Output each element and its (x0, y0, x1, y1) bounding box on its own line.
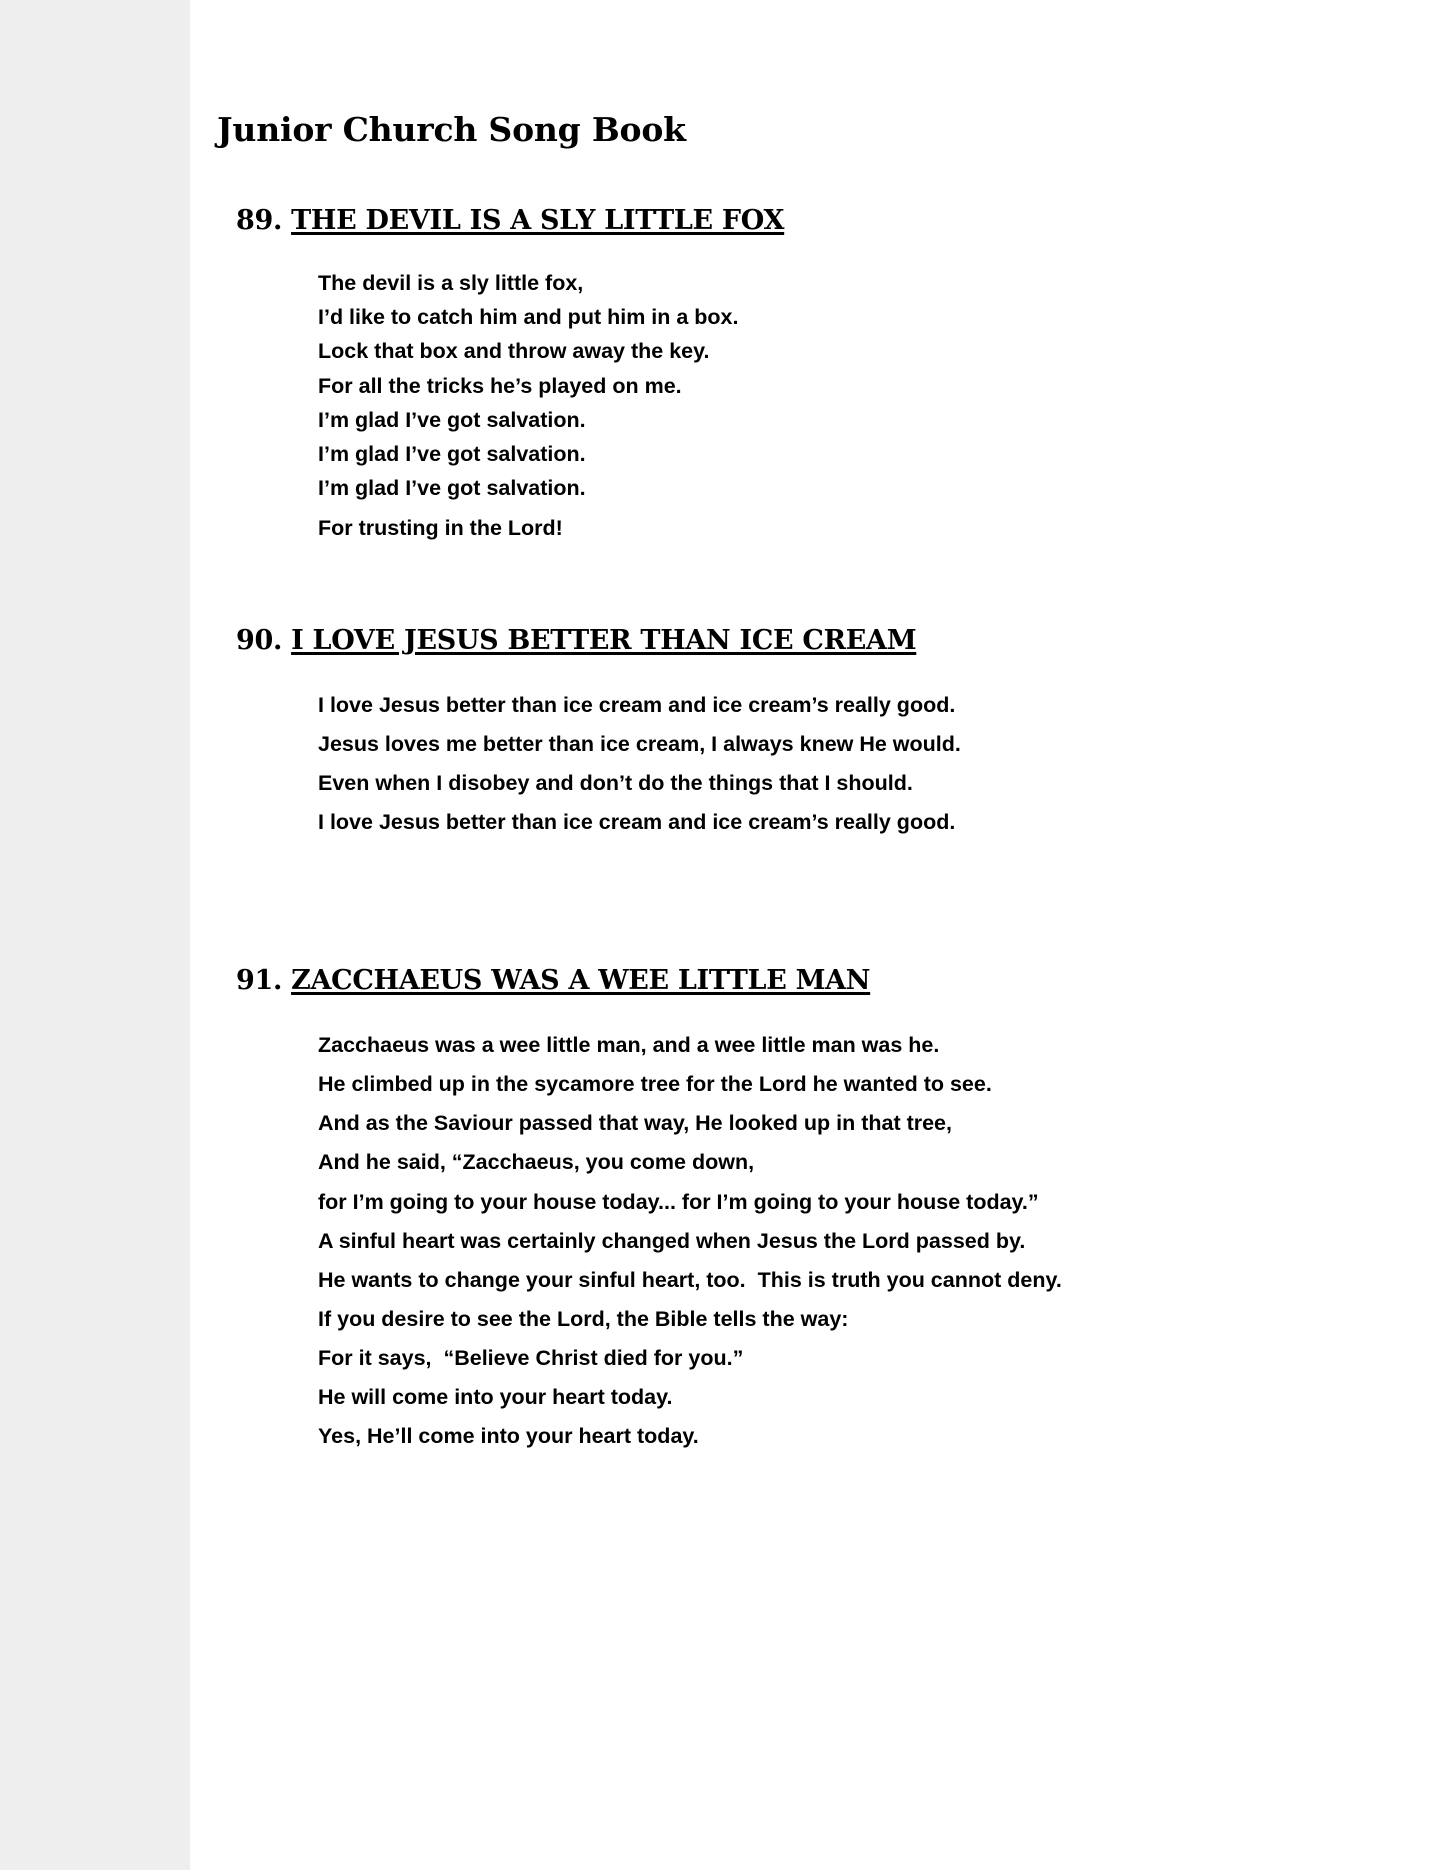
song-number: 89. (236, 205, 283, 236)
lyric-line: If you desire to see the Lord, the Bible tells the way: (318, 1306, 849, 1331)
lyric-line: And as the Saviour passed that way, He looked up in that tree, (318, 1111, 952, 1136)
page-left-margin (0, 0, 190, 1870)
song-lyrics-89 (318, 266, 1445, 545)
page-title: Junior Church Song Book (217, 110, 686, 149)
lyric-line: for I’m going to your house today... for I’m going to your house today.” (318, 1189, 1039, 1214)
song-entry-91 (190, 965, 1445, 1456)
lyric-line: Zacchaeus was a wee little man, and a wee little man was he. (318, 1033, 940, 1057)
song-title: ZACCHAEUS WAS A WEE LITTLE MAN (291, 965, 871, 996)
song-title: THE DEVIL IS A SLY LITTLE FOX (291, 205, 785, 236)
lyric-line: I love Jesus better than ice cream and ice cream’s really good. (318, 693, 956, 717)
lyric-line: Lock that box and throw away the key. (318, 339, 710, 364)
lyric-line: Even when I disobey and don’t do the things that I should. (318, 771, 913, 796)
song-heading-90 (190, 625, 1445, 656)
document-page (190, 0, 1445, 1870)
lyric-line: He climbed up in the sycamore tree for the Lord he wanted to see. (318, 1072, 992, 1097)
song-number: 91. (236, 965, 283, 996)
song-entry-90 (190, 625, 1445, 843)
song-number: 90. (236, 625, 283, 656)
lyric-line: I’d like to catch him and put him in a box. (318, 305, 739, 330)
lyric-line: He wants to change your sinful heart, too. This is truth you cannot deny. (318, 1267, 1062, 1292)
lyric-line: And he said, “Zacchaeus, you come down, (318, 1150, 755, 1175)
lyric-line: For trusting in the Lord! (318, 516, 563, 541)
lyric-line: For all the tricks he’s played on me. (318, 373, 682, 398)
lyric-line: I’m glad I’ve got salvation. (318, 407, 586, 432)
song-heading-91 (190, 965, 1445, 996)
lyric-line: I’m glad I’ve got salvation. (318, 476, 586, 501)
song-entry-89 (190, 205, 1445, 545)
lyric-line: A sinful heart was certainly changed when Jesus the Lord passed by. (318, 1228, 1026, 1253)
song-lyrics-91 (318, 1026, 1445, 1456)
lyric-line: I love Jesus better than ice cream and ice cream’s really good. (318, 810, 956, 835)
song-heading-89 (190, 205, 1445, 236)
song-title: I LOVE JESUS BETTER THAN ICE CREAM (291, 625, 917, 656)
lyric-line: He will come into your heart today. (318, 1385, 673, 1410)
lyric-line: Yes, He’ll come into your heart today. (318, 1424, 699, 1449)
lyric-line: Jesus loves me better than ice cream, I always knew He would. (318, 732, 961, 757)
lyric-line: For it says, “Believe Christ died for you.” (318, 1346, 744, 1370)
song-lyrics-90 (318, 686, 1445, 843)
lyric-line: I’m glad I’ve got salvation. (318, 441, 586, 466)
lyric-line: The devil is a sly little fox, (318, 271, 584, 295)
